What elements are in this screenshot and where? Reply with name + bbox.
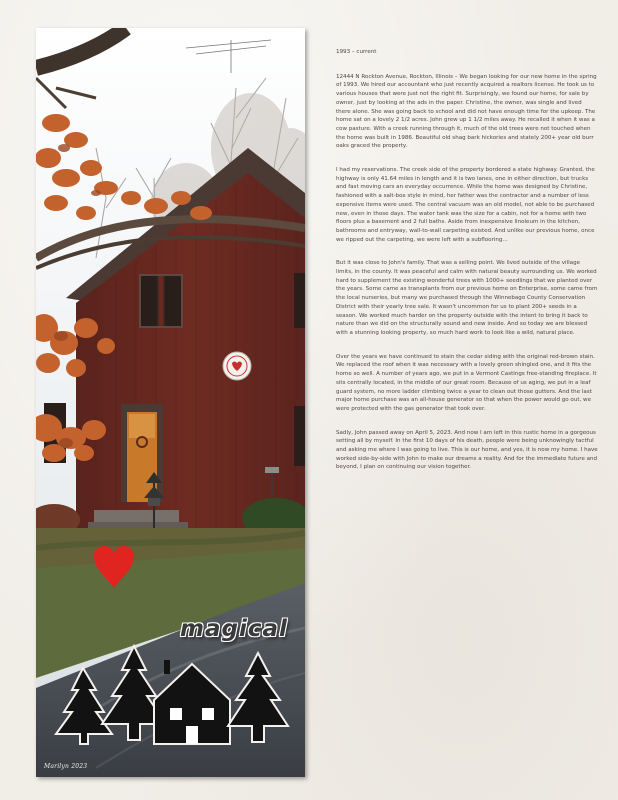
journal-paragraph: 12444 N Rockton Avenue, Rockton, Illinois – We began looking for our new home in the spring of 1993. We hired our accountant who just recently acquired a realtors license. He took us to various houses that were just not the right fit. Surprisingly, we found our home, for sale by owner, just by looking at the ads in the paper. Christine, the owner, was single and lived there alone. She was going back to school and did not have enough time for the upkeep. The home sat on a lovely 2 1/2 acres. John grew up 1 1/2 miles away. He recalled it when it was a cow pasture. With a creek running through it, much of the old trees were not touched when the home was built in 1986. Beautiful old shag bark hickories and stately 200+ year old burr oaks graced the property. <box>336 73 597 150</box>
journal-paragraph: I had my reservations. The creek side of the property bordered a state highway. Granted, the highway is only 41.64 miles in length and it is two lanes, one in either direction, but trucks and fast moving cars an everyday occurrence. While the home was designed by Christine, fashioned with a salt-box style in mind, her father was the contractor and a number of less expensive items were used. The central vacuum was an old model, not able to be purchased new, even in those days. The water tank was the size for a cabin, not for a home with two floors plus a basement and 2 full baths. Aside from inexpensive linoleum in the kitchen, bathrooms and entryway, wall-to-wall carpeting existed. And unlike our previous home, once we ripped out the carpeting, we were left with a subflooring... <box>336 167 595 243</box>
journal-paragraph: Sadly, John passed away on April 5, 2023. And now I am left in this rustic home in a gorgeous setting all by myself. In the first 10 days of his death, people were being unknowingly tactful and asking me where I was going to live. This is our home, and yes, it is now my home. I have worked side-by-side with John to make our dreams a reality. And for the immediate future and beyond, I plan on continuing our vision together. <box>336 429 598 471</box>
journal-paragraph: But it was close to John's family. That was a selling point. We lived outside of the village limits, in the county. It was peaceful and calm with natural beauty surrounding us. We worked hard to supplement the existing wonderful trees with 1000+ seedlings that we planted over the years. Some came as transplants from our previous home on Enterprise, some came from the local nurseries, but many we purchased through the Winnebago County Conservation District with their yearly tree sale. It wasn't uncommon for us to plant 200+ seeds in a season. We worked much harder on the property outside with the intent to bring it back to nature than we did on the structurally sound and new inside. And so today we are blessed with a stunning looking property, so much hard work to look like a wild, natural place. <box>336 260 598 336</box>
house-photo <box>36 28 305 777</box>
journal-text <box>336 48 598 487</box>
journal-paragraph: Over the years we have continued to stain the cedar siding with the original red-brown stain. We replaced the roof when it was necessary with a lovely green shingled one, and it fits the home so well. A number of years ago, we put in a Vermont Castings free-standing fireplace. It sits centrally located, in the middle of our great room. Because of us aging, we put in a leaf guard system, no more ladder climbing twice a year to clean out those gutters. And the last major home purchase was an all-house generator so that when the power would go out, we were protected with the gas generator that took over. <box>336 353 597 412</box>
photo-credit: Marilyn 2023 <box>44 763 88 770</box>
journal-heading: 1993 – current <box>336 49 377 55</box>
word-art-title: magical <box>180 616 288 642</box>
